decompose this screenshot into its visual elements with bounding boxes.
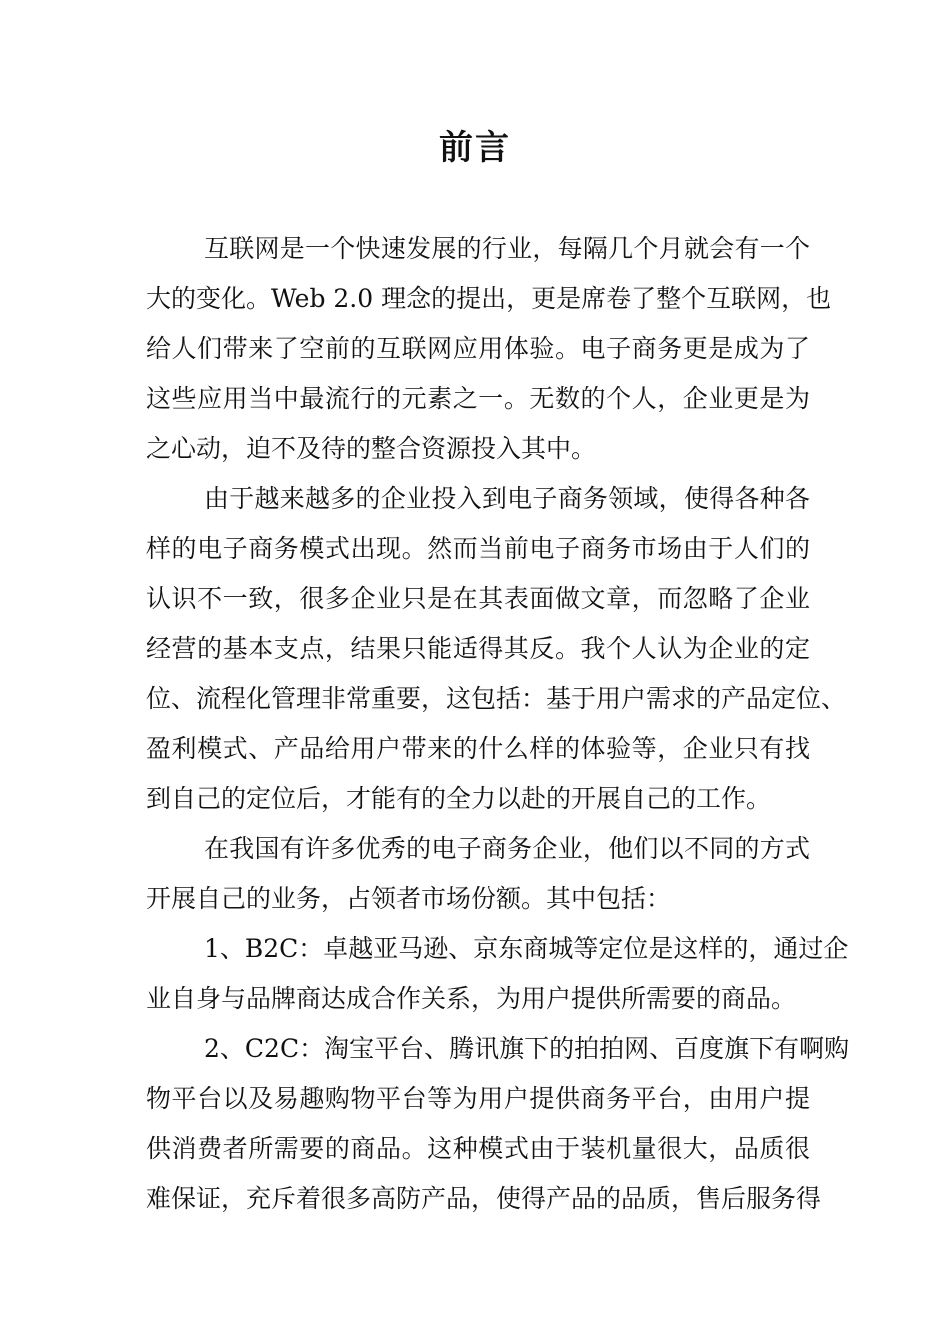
- text-line: 供消费者所需要的商品。这种模式由于装机量很大，品质很: [146, 1134, 810, 1163]
- text-line: 给人们带来了空前的互联网应用体验。电子商务更是成为了: [146, 334, 810, 363]
- text-line: 业自身与品牌商达成合作关系，为用户提供所需要的商品。: [146, 984, 797, 1013]
- page-title: 前言: [439, 128, 511, 168]
- text-line: 由于越来越多的企业投入到电子商务领域，使得各种各: [204, 484, 810, 513]
- text-line: 物平台以及易趣购物平台等为用户提供商务平台，由用户提: [146, 1084, 810, 1113]
- text-line: 难保证，充斥着很多高防产品，使得产品的品质，售后服务得: [146, 1184, 822, 1213]
- text-line: 之心动，迫不及待的整合资源投入其中。: [146, 434, 597, 463]
- text-line: 2、C2C：淘宝平台、腾讯旗下的拍拍网、百度旗下有啊购: [204, 1034, 850, 1063]
- text-line: 经营的基本支点，结果只能适得其反。我个人认为企业的定: [146, 634, 810, 663]
- text-line: 互联网是一个快速发展的行业，每隔几个月就会有一个: [204, 234, 810, 263]
- text-line: 开展自己的业务，占领者市场份额。其中包括：: [146, 884, 672, 913]
- text-line: 1、B2C：卓越亚马逊、京东商城等定位是这样的，通过企: [204, 934, 849, 963]
- text-line: 到自己的定位后，才能有的全力以赴的开展自己的工作。: [146, 784, 772, 813]
- text-line: 位、流程化管理非常重要，这包括：基于用户需求的产品定位、: [146, 684, 847, 713]
- text-line: 在我国有许多优秀的电子商务企业，他们以不同的方式: [204, 834, 810, 863]
- body-text: [146, 224, 850, 1224]
- text-line: 大的变化。Web 2.0 理念的提出，更是席卷了整个互联网，也: [146, 284, 832, 313]
- text-line: 盈利模式、产品给用户带来的什么样的体验等，企业只有找: [146, 734, 810, 763]
- text-line: 认识不一致，很多企业只是在其表面做文章，而忽略了企业: [146, 584, 810, 613]
- text-line: 样的电子商务模式出现。然而当前电子商务市场由于人们的: [146, 534, 810, 563]
- text-line: 这些应用当中最流行的元素之一。无数的个人，企业更是为: [146, 384, 810, 413]
